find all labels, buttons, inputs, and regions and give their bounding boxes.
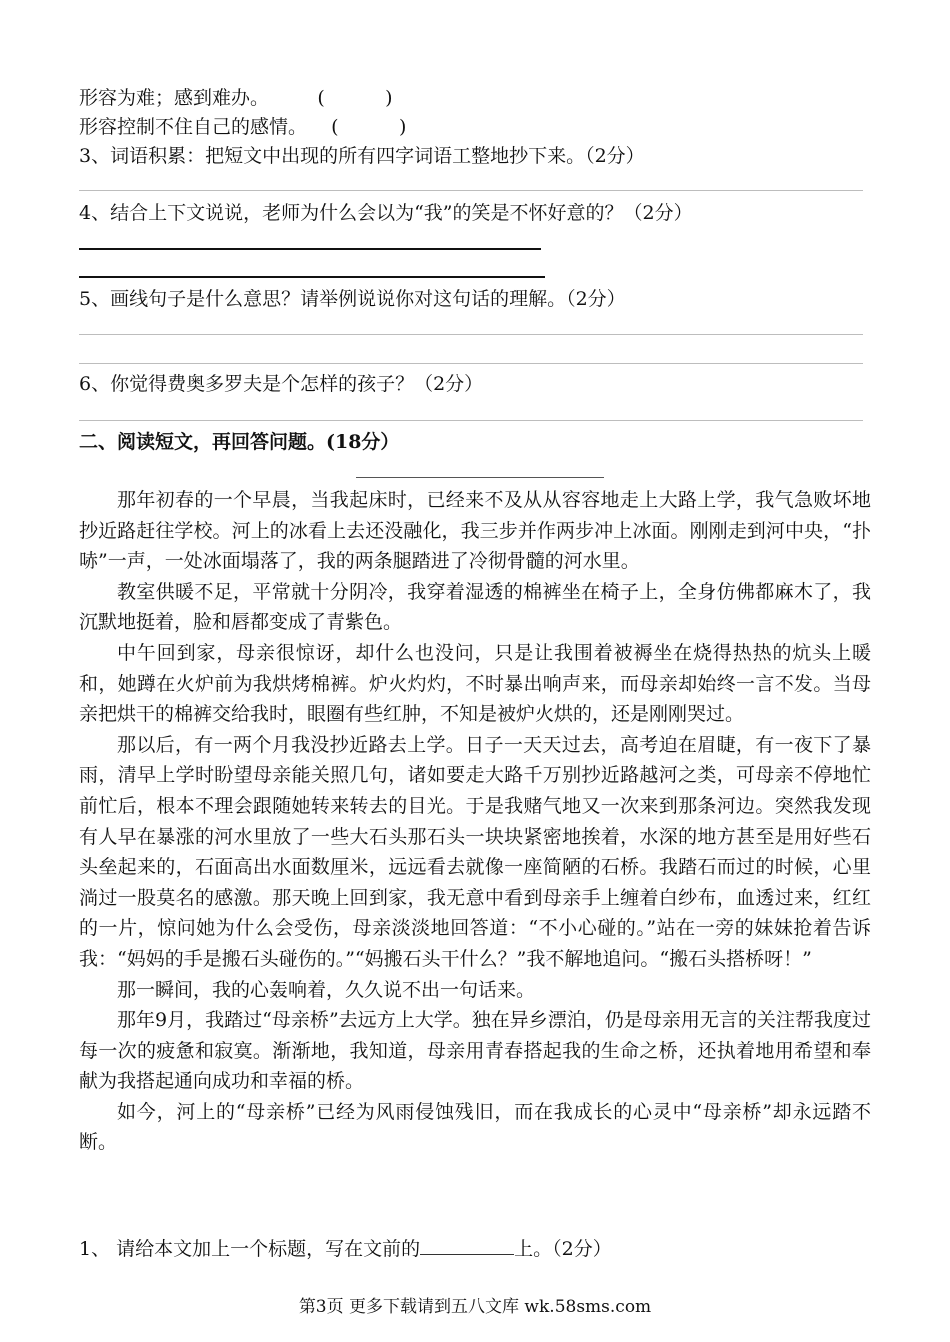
answer-line [79, 190, 863, 191]
question-1 [79, 1236, 612, 1261]
title-answer-blank[interactable] [420, 1236, 514, 1255]
title-blank-line [356, 477, 604, 478]
question-1-text: 1、 请给本文加上一个标题，写在文前的 [79, 1238, 421, 1260]
answer-line [79, 420, 863, 421]
question-5: 5、画线句子是什么意思？请举例说说你对这句话的理解。（2分） [79, 288, 626, 310]
passage-paragraph: 那年9月，我踏过“母亲桥”去远方上大学。独在异乡漂泊，仍是母亲用无言的关注帮我度过每一次的疲惫和寂寞。渐渐地，我知道，母亲用青春搭起我的生命之桥，还执着地用希望和奉献为我搭起通向成功和幸福的桥。 [79, 1009, 871, 1093]
q2-item-a: 形容为难；感到难办。 ( ) [79, 87, 393, 109]
q2-item-b: 形容控制不住自己的感情。 ( ) [79, 116, 407, 138]
question-6: 6、你觉得费奥多罗夫是个怎样的孩子？（2分） [79, 373, 484, 395]
passage [79, 485, 871, 1158]
passage-paragraph: 那以后，有一两个月我没抄近路去上学。日子一天天过去，高考迫在眉睫，有一夜下了暴雨，清早上学时盼望母亲能关照几句，诸如要走大路千万别抄近路越河之类，可母亲不停地忙前忙后，根本不理会跟随她转来转去的目光。于是我赌气地又一次来到那条河边。突然我发现有人早在暴涨的河水里放了一些大石头那石头一块块紧密地挨着，水深的地方甚至是用好些石头垒起来的，石面高出水面数厘米，远远看去就像一座简陋的石桥。我踏石而过的时候，心里淌过一股莫名的感激。那天晚上回到家，我无意中看到母亲手上缠着白纱布，血透过来，红红的一片，惊问她为什么会受伤，母亲淡淡地回答道：“不小心碰的。”站在一旁的妹妹抢着告诉我：“妈妈的手是搬石头碰伤的。”“妈搬石头干什么？”我不解地追问。“搬石头搭桥呀！” [79, 733, 871, 970]
answer-line [79, 248, 541, 250]
question-4: 4、结合上下文说说，老师为什么会以为“我”的笑是不怀好意的？（2分） [79, 202, 693, 224]
question-3: 3、词语积累：把短文中出现的所有四字词语工整地抄下来。（2分） [79, 145, 645, 167]
passage-paragraph: 那年初春的一个早晨，当我起床时，已经来不及从从容容地走上大路上学，我气急败坏地抄近路赶往学校。河上的冰看上去还没融化，我三步并作两步冲上冰面。刚刚走到河中央，“扑哧”一声，一处冰面塌落了，我的两条腿踏进了冷彻骨髓的河水里。 [79, 489, 871, 573]
question-1-points: 上。（2分） [514, 1238, 612, 1260]
passage-paragraph: 教室供暖不足，平常就十分阴冷，我穿着湿透的棉裤坐在椅子上，全身仿佛都麻木了，我沉默地挺着，脸和唇都变成了青紫色。 [79, 580, 871, 634]
passage-paragraph: 那一瞬间，我的心轰响着，久久说不出一句话来。 [117, 978, 536, 1001]
passage-paragraph: 如今，河上的“母亲桥”已经为风雨侵蚀残旧，而在我成长的心灵中“母亲桥”却永远踏不断。 [79, 1100, 871, 1154]
section-heading: 二、阅读短文，再回答问题。(18分） [79, 431, 400, 453]
answer-line [79, 334, 863, 335]
page-footer: 第3页 更多下载请到五八文库 wk.58sms.com [298, 1297, 652, 1317]
passage-paragraph: 中午回到家，母亲很惊讶，却什么也没问，只是让我围着被褥坐在烧得热热的炕头上暖和，她蹲在火炉前为我烘烤棉裤。炉火灼灼，不时暴出响声来，而母亲却始终一言不发。当母亲把烘干的棉裤交给我时，眼圈有些红肿，不知是被炉火烘的，还是刚刚哭过。 [79, 641, 871, 726]
answer-line [79, 276, 545, 278]
answer-line [79, 363, 863, 364]
